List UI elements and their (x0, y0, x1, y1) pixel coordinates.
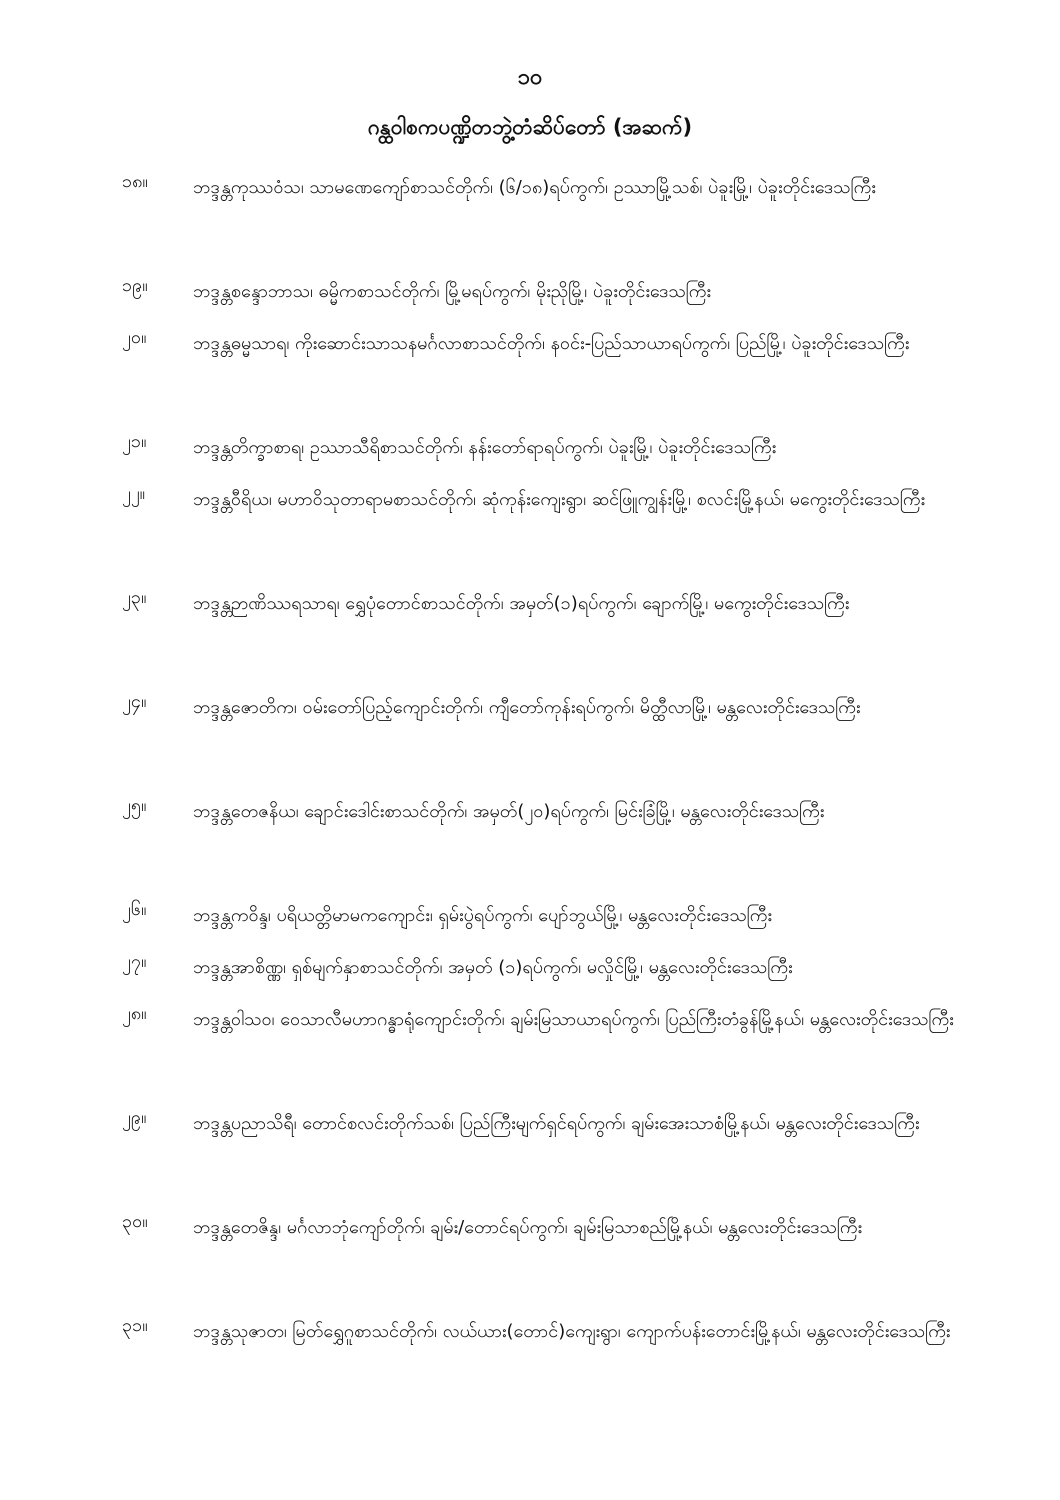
list-item (0, 578, 1060, 682)
list-item (0, 682, 1060, 786)
entry-number: ၂၉။ (122, 1107, 147, 1128)
entry-list (0, 162, 1060, 1410)
list-item (0, 266, 1060, 318)
entry-text: ဘဒ္ဒန္တတေဇိန္ဒ၊ မင်္ဂလာဘုံကျော်တိုက်၊ ချမ်း/တောင်ရပ်ကွက်၊ ချမ်းမြသာစည်မြို့နယ်၊ မန္တလေးတိုင်းဒေသကြီး (193, 1217, 863, 1238)
entry-number: ၃၁။ (122, 1315, 148, 1336)
page-number: ၁၀ (517, 65, 543, 90)
entry-number: ၁၈။ (122, 171, 148, 192)
entry-number: ၂၅။ (122, 795, 147, 816)
entry-number: ၂၃။ (122, 587, 147, 608)
entry-text: ဘဒ္ဒန္တတေဇနိယ၊ ချောင်းဒေါင်းစာသင်တိုက်၊ အမှတ်(၂၀)ရပ်ကွက်၊ မြင်းခြံမြို့၊ မန္တလေးတိုင်းဒေသကြီး (193, 801, 825, 822)
list-item (0, 1306, 1060, 1410)
entry-number: ၁၉။ (122, 275, 148, 296)
entry-number: ၂၈။ (122, 1003, 147, 1024)
list-item (0, 474, 1060, 578)
entry-text: ဘဒ္ဒန္တစန္ဒောဘာသ၊ ဓမ္မိကစာသင်တိုက်၊ မြို့မရပ်ကွက်၊ မိုးညိုမြို့၊ ပဲခူးတိုင်းဒေသကြီး (193, 281, 711, 302)
list-item (0, 1202, 1060, 1306)
entry-text: ဘဒ္ဒန္တအာစိဏ္ဏ၊ ရှစ်မျက်နှာစာသင်တိုက်၊ အမှတ် (၁)ရပ်ကွက်၊ မလှိုင်မြို့၊ မန္တလေးတိုင်းဒေသကြီး (193, 957, 793, 978)
entry-text: ဘဒ္ဒန္တကဝိန္ဒ၊ ပရိယတ္တိမာမကကျောင်း၊ ရှမ်းပွဲရပ်ကွက်၊ ပျော်ဘွယ်မြို့၊ မန္တလေးတိုင်းဒေသကြီး (193, 905, 772, 926)
entry-number: ၂၄။ (122, 691, 147, 712)
entry-text: ဘဒ္ဒန္တတိက္ခာစာရ၊ ဥဿာသီရိစာသင်တိုက်၊ နန်းတော်ရာရပ်ကွက်၊ ပဲခူးမြို့၊ ပဲခူးတိုင်းဒေသကြီး (193, 437, 777, 458)
list-item (0, 162, 1060, 266)
entry-text: ဘဒ္ဒန္တဇောတိက၊ ဝမ်းတော်ပြည့်ကျောင်းတိုက်၊ ကျီတော်ကုန်းရပ်ကွက်၊ မိတ္ထီလာမြို့၊ မန္တလေးတိုင်းဒေသကြီး (193, 697, 861, 718)
list-item (0, 994, 1060, 1098)
page-title: ဂန္ထဝါစကပဏ္ဍိတဘွဲ့တံဆိပ်တော် (အဆက်) (367, 115, 693, 139)
entry-number: ၃၀။ (122, 1211, 148, 1232)
entry-number: ၂၁။ (122, 431, 147, 452)
entry-number: ၂၂။ (122, 483, 146, 504)
list-item (0, 318, 1060, 422)
list-item (0, 890, 1060, 942)
entry-text: ဘဒ္ဒန္တသုဇာတ၊ မြတ်ရွှေဂူစာသင်တိုက်၊ လယ်ယား(တောင်)ကျေးရွာ၊ ကျောက်ပန်းတောင်းမြို့နယ်၊ မန္တလေးတိုင်းဒေသကြီး (193, 1321, 951, 1342)
entry-text: ဘဒ္ဒန္တဝါသဝ၊ ဝေသာလီမဟာဂန္ဓာရုံကျောင်းတိုက်၊ ချမ်းမြသာယာရပ်ကွက်၊ ပြည်ကြီးတံခွန်မြို့နယ်၊ မန္တလေးတိုင်းဒေသကြီး (193, 1009, 954, 1030)
entry-text: ဘဒ္ဒန္တဝီရိယ၊ မဟာဝိသုတာရာမစာသင်တိုက်၊ ဆုံကုန်းကျေးရွာ၊ ဆင်ဖြူကျွန်းမြို့၊ စလင်းမြို့နယ်၊ မကွေးတိုင်းဒေသကြီး (193, 489, 926, 510)
entry-number: ၂၀။ (122, 327, 147, 348)
entry-number: ၂၇။ (122, 951, 147, 972)
list-item (0, 1098, 1060, 1202)
list-item (0, 942, 1060, 994)
entry-text: ဘဒ္ဒန္တဉာဏိဿရသာရ၊ ရွှေပုံတောင်စာသင်တိုက်၊ အမှတ်(၁)ရပ်ကွက်၊ ချောက်မြို့၊ မကွေးတိုင်းဒေသကြီး (193, 593, 850, 614)
entry-number: ၂၆။ (122, 899, 147, 920)
entry-text: ဘဒ္ဒန္တကုဿဝံသ၊ သာမဏေကျော်စာသင်တိုက်၊ (၆/၁၈)ရပ်ကွက်၊ ဥဿာမြို့သစ်၊ ပဲခူးမြို့၊ ပဲခူးတိုင်းဒေသကြီး (193, 177, 876, 198)
list-item (0, 786, 1060, 890)
entry-text: ဘဒ္ဒန္တပညာသိရီ၊ တောင်စလင်းတိုက်သစ်၊ ပြည်ကြီးမျက်ရှင်ရပ်ကွက်၊ ချမ်းအေးသာစံမြို့နယ်၊ မန္တလေးတိုင်းဒေသကြီး (193, 1113, 920, 1134)
entry-text: ဘဒ္ဒန္တဓမ္မသာရ၊ ကိုးဆောင်းသာသနမင်္ဂလာစာသင်တိုက်၊ နဝင်း-ပြည်သာယာရပ်ကွက်၊ ပြည်မြို့၊ ပဲခူးတိုင်းဒေသကြီး (193, 333, 910, 354)
list-item (0, 422, 1060, 474)
